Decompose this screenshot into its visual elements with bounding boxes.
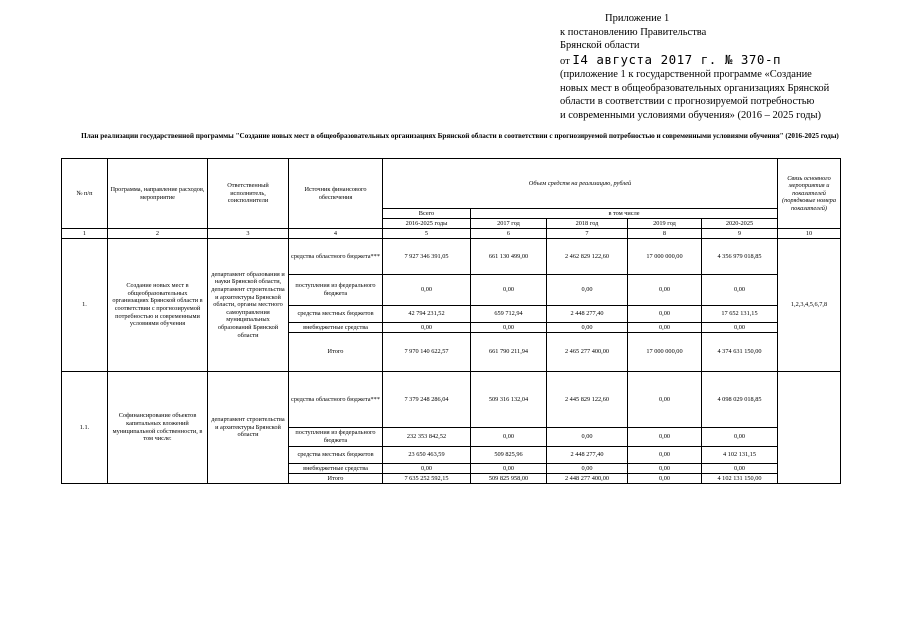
row-total: 7 379 248 286,04 xyxy=(383,372,471,428)
row-source: поступления из федерального бюджета xyxy=(289,428,383,447)
header-link: Связь основного мероприятия и показателей (порядковые номера показателей) xyxy=(778,159,841,229)
row-source: Итого xyxy=(289,474,383,484)
program-line-1: (приложение 1 к государственной программе «Создание xyxy=(560,69,812,80)
header-year-2019: 2019 год xyxy=(628,219,702,229)
header-including: в том числе xyxy=(471,209,778,219)
row-2020-2025: 4 102 131,15 xyxy=(702,447,778,464)
row-2017: 0,00 xyxy=(471,323,547,333)
column-number: 2 xyxy=(108,229,208,239)
row-executor: департамент образования и науки Брянской области, департамент строительства и архитектуры Брянской области, органы местного самоуправления муниципальных образований Брянской области xyxy=(208,239,289,372)
column-number: 10 xyxy=(778,229,841,239)
row-2018: 0,00 xyxy=(547,464,628,474)
table-row xyxy=(62,239,841,275)
document-header xyxy=(560,12,890,122)
row-2017: 659 712,94 xyxy=(471,306,547,323)
row-2018: 0,00 xyxy=(547,275,628,306)
program-line-3: области в соответствии с прогнозируемой потребностью xyxy=(560,96,815,107)
column-number: 1 xyxy=(62,229,108,239)
region-line: Брянской области xyxy=(560,40,640,51)
row-link xyxy=(778,372,841,484)
column-number: 3 xyxy=(208,229,289,239)
row-2018: 2 448 277,40 xyxy=(547,447,628,464)
row-2018: 2 465 277 400,00 xyxy=(547,333,628,372)
header-num: № п/п xyxy=(62,159,108,229)
appendix-label: Приложение 1 xyxy=(605,13,670,24)
header-year-2018: 2018 год xyxy=(547,219,628,229)
row-2017: 509 825 958,00 xyxy=(471,474,547,484)
row-2017: 0,00 xyxy=(471,428,547,447)
row-link: 1,2,3,4,5,6,7,8 xyxy=(778,239,841,372)
column-number-row xyxy=(62,229,841,239)
row-2017: 661 130 499,00 xyxy=(471,239,547,275)
row-2019: 17 000 000,00 xyxy=(628,333,702,372)
row-source: средства местных бюджетов xyxy=(289,447,383,464)
header-year-2020-2025: 2020-2025 xyxy=(702,219,778,229)
row-total: 232 353 842,52 xyxy=(383,428,471,447)
header-executor: Ответственный исполнитель, соисполнители xyxy=(208,159,289,229)
row-source: средства областного бюджета*** xyxy=(289,372,383,428)
row-total: 7 970 140 622,57 xyxy=(383,333,471,372)
row-total: 0,00 xyxy=(383,275,471,306)
plan-table xyxy=(61,158,841,484)
row-2017: 509 825,96 xyxy=(471,447,547,464)
column-number: 6 xyxy=(471,229,547,239)
row-total: 7 927 346 391,05 xyxy=(383,239,471,275)
row-2017: 661 790 211,94 xyxy=(471,333,547,372)
row-2019: 0,00 xyxy=(628,447,702,464)
row-2018: 0,00 xyxy=(547,428,628,447)
row-2020-2025: 0,00 xyxy=(702,323,778,333)
row-2019: 0,00 xyxy=(628,306,702,323)
row-2017: 509 316 132,04 xyxy=(471,372,547,428)
header-total: Всего xyxy=(383,209,471,219)
row-2017: 0,00 xyxy=(471,275,547,306)
row-source: внебюджетные средства xyxy=(289,323,383,333)
row-2020-2025: 4 102 131 150,00 xyxy=(702,474,778,484)
row-2019: 0,00 xyxy=(628,474,702,484)
row-2020-2025: 0,00 xyxy=(702,428,778,447)
row-2020-2025: 17 652 131,15 xyxy=(702,306,778,323)
column-number: 4 xyxy=(289,229,383,239)
row-2020-2025: 0,00 xyxy=(702,275,778,306)
plan-title: План реализации государственной программы "Создание новых мест в общеобразовательных организациях Брянской области в соответствии с прогнозируемой потребностью и современными условиями обучения" (2016-2025 годы) xyxy=(81,132,839,140)
row-total: 42 794 231,52 xyxy=(383,306,471,323)
row-source: внебюджетные средства xyxy=(289,464,383,474)
row-2020-2025: 4 356 979 018,85 xyxy=(702,239,778,275)
row-2017: 0,00 xyxy=(471,464,547,474)
row-num: 1. xyxy=(62,239,108,372)
row-2018: 2 462 829 122,60 xyxy=(547,239,628,275)
header-row-1 xyxy=(62,159,841,209)
row-program: Создание новых мест в общеобразовательных организациях Брянской области в соответствии с прогнозируемой потребностью и современными условиями обучения xyxy=(108,239,208,372)
row-2020-2025: 0,00 xyxy=(702,464,778,474)
row-executor: департамент строительства и архитектуры Брянской области xyxy=(208,372,289,484)
row-2019: 0,00 xyxy=(628,323,702,333)
row-total: 0,00 xyxy=(383,323,471,333)
header-program: Программа, направление расходов, мероприятие xyxy=(108,159,208,229)
row-2018: 2 448 277 400,00 xyxy=(547,474,628,484)
column-number: 7 xyxy=(547,229,628,239)
date-line xyxy=(560,53,890,69)
column-number: 8 xyxy=(628,229,702,239)
header-source: Источник финансового обеспечения xyxy=(289,159,383,229)
row-source: поступления из федерального бюджета xyxy=(289,275,383,306)
row-program: Софинансирование объектов капитальных вложений муниципальной собственности, в том числе: xyxy=(108,372,208,484)
header-year-2017: 2017 год xyxy=(471,219,547,229)
row-2019: 0,00 xyxy=(628,275,702,306)
program-line-2: новых мест в общеобразовательных организациях Брянской xyxy=(560,82,830,94)
program-line-4: и современными условиями обучения» (2016 – 2025 годы) xyxy=(560,109,822,121)
column-number: 5 xyxy=(383,229,471,239)
column-number: 9 xyxy=(702,229,778,239)
resolution-line: к постановлению Правительства xyxy=(560,26,707,38)
row-2020-2025: 4 098 029 018,85 xyxy=(702,372,778,428)
row-source: средства областного бюджета*** xyxy=(289,239,383,275)
row-2020-2025: 4 374 631 150,00 xyxy=(702,333,778,372)
row-2019: 0,00 xyxy=(628,372,702,428)
row-2018: 2 445 829 122,60 xyxy=(547,372,628,428)
row-total: 7 635 252 592,15 xyxy=(383,474,471,484)
row-source: Итого xyxy=(289,333,383,372)
row-source: средства местных бюджетов xyxy=(289,306,383,323)
row-num: 1.1. xyxy=(62,372,108,484)
row-2018: 0,00 xyxy=(547,323,628,333)
row-2019: 0,00 xyxy=(628,428,702,447)
table-row xyxy=(62,372,841,428)
row-2018: 2 448 277,40 xyxy=(547,306,628,323)
header-total-years: 2016-2025 годы xyxy=(383,219,471,229)
row-2019: 0,00 xyxy=(628,464,702,474)
header-volume: Объем средств на реализацию, рублей xyxy=(383,159,778,209)
row-total: 23 650 463,59 xyxy=(383,447,471,464)
date-prefix: от xyxy=(560,55,570,67)
row-2019: 17 000 000,00 xyxy=(628,239,702,275)
handwritten-date-number: I4 августа 2017 г. № 370-п xyxy=(572,51,781,67)
row-total: 0,00 xyxy=(383,464,471,474)
